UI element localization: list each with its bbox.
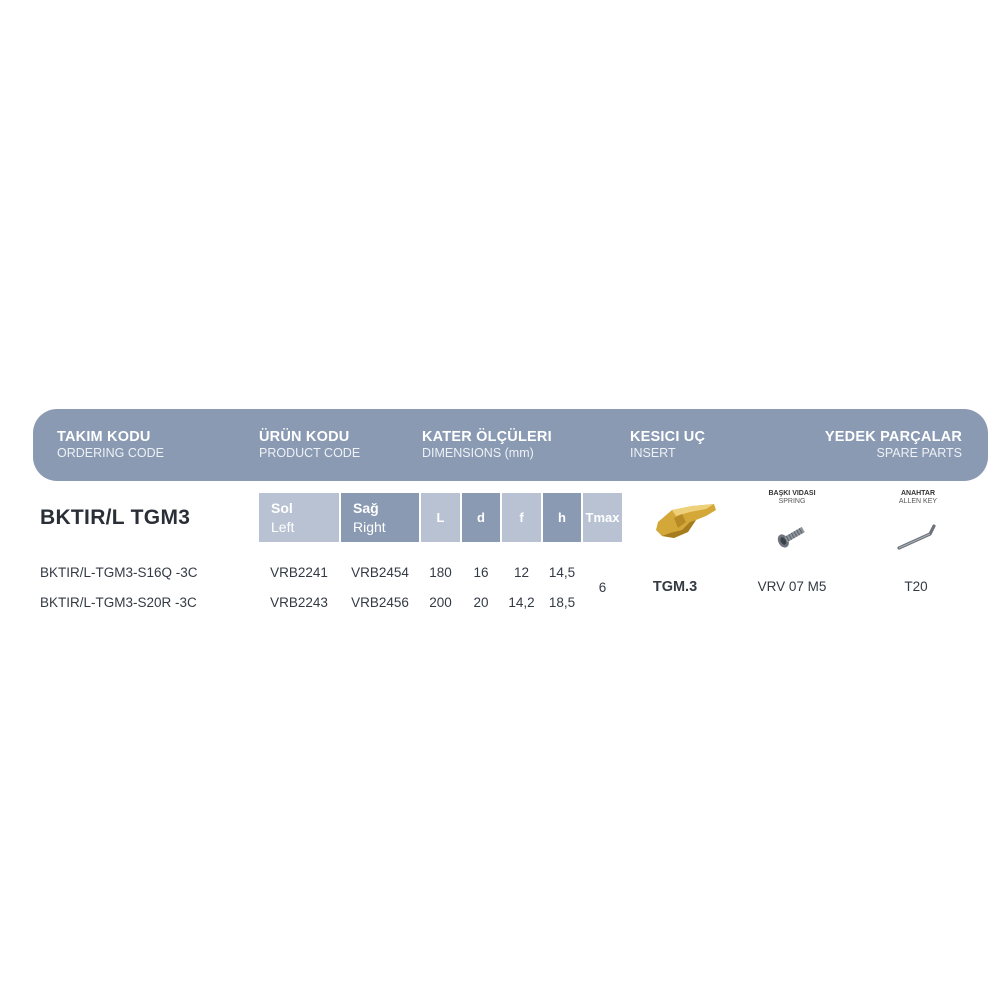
column-tmax-label: Tmax — [585, 510, 620, 525]
row1-f: 12 — [513, 565, 530, 580]
screw-label-en: SPRING — [778, 498, 806, 506]
column-right-en: Right — [353, 519, 386, 535]
header-ordering-code — [57, 429, 164, 460]
key-label — [888, 490, 948, 506]
screw-label — [760, 490, 824, 506]
header-product-code — [259, 429, 360, 460]
header-spare-parts — [825, 429, 962, 460]
row1-h: 14,5 — [548, 565, 576, 580]
row1-d: 16 — [473, 565, 489, 580]
header-spare-en: SPARE PARTS — [876, 446, 962, 460]
column-L-label: L — [436, 510, 445, 525]
key-label-en: ALLEN KEY — [898, 498, 938, 506]
column-tmax — [583, 493, 622, 542]
header-product-en: PRODUCT CODE — [259, 446, 361, 460]
header-insert-tr: KESICI UÇ — [630, 429, 706, 445]
insert-name: TGM.3 — [652, 579, 698, 595]
key-value: T20 — [904, 579, 928, 594]
row1-code: BKTIR/L-TGM3-S16Q -3C — [40, 565, 198, 580]
header-dimensions-tr: KATER ÖLÇÜLERI — [422, 429, 552, 445]
screw-label-tr: BAŞKI VIDASI — [768, 490, 816, 497]
column-d — [462, 493, 500, 542]
row2-code: BKTIR/L-TGM3-S20R -3C — [40, 595, 197, 610]
column-h — [543, 493, 581, 542]
row2-f: 14,2 — [508, 595, 535, 610]
row2-h: 18,5 — [548, 595, 576, 610]
header-spare-tr: YEDEK PARÇALAR — [824, 429, 962, 445]
table-header-bar — [33, 409, 988, 481]
screw-value: VRV 07 M5 — [757, 579, 827, 594]
header-product-tr: ÜRÜN KODU — [259, 429, 350, 445]
allen-key-icon — [896, 522, 942, 554]
header-dimensions — [422, 429, 552, 460]
row2-left: VRB2243 — [270, 595, 328, 610]
column-left-en: Left — [271, 519, 295, 535]
header-insert-en: INSERT — [630, 446, 676, 460]
row1-L: 180 — [429, 565, 452, 580]
row1-right: VRB2454 — [351, 565, 409, 580]
header-insert — [630, 429, 705, 460]
insert-icon — [652, 500, 722, 542]
row2-L: 200 — [429, 595, 452, 610]
header-dimensions-en: DIMENSIONS (mm) — [422, 446, 534, 460]
column-left-tr: Sol — [271, 500, 293, 516]
screw-icon — [774, 522, 810, 550]
column-right — [341, 493, 419, 542]
column-d-label: d — [477, 510, 485, 525]
column-f — [502, 493, 541, 542]
column-left — [259, 493, 339, 542]
row1-left: VRB2241 — [270, 565, 328, 580]
product-family-title: BKTIR/L TGM3 — [40, 506, 191, 529]
column-L — [421, 493, 460, 542]
row2-right: VRB2456 — [351, 595, 409, 610]
key-label-tr: ANAHTAR — [900, 490, 936, 497]
column-right-tr: Sağ — [353, 500, 379, 516]
column-h-label: h — [558, 510, 566, 525]
header-ordering-en: ORDERING CODE — [57, 446, 164, 460]
tmax-value: 6 — [598, 580, 607, 595]
header-ordering-tr: TAKIM KODU — [57, 429, 151, 445]
row2-d: 20 — [473, 595, 489, 610]
column-f-label: f — [519, 510, 524, 525]
